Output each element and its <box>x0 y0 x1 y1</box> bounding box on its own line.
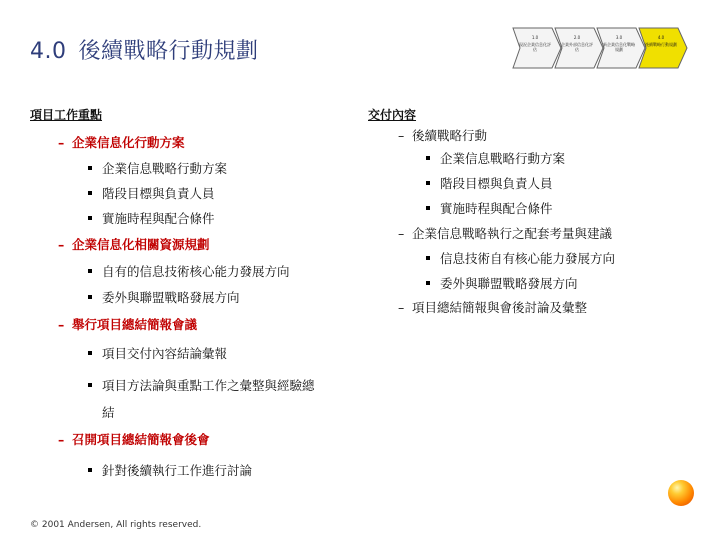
bullet-icon <box>426 256 430 260</box>
copyright-footer: © 2001 Andersen, All rights reserved. <box>30 520 202 530</box>
process-step-4-active[interactable]: 4.0 後續戰略行動規劃 <box>638 26 688 70</box>
left-bullet-item: 項目交付內容結論彙報 <box>88 344 227 362</box>
left-bullet-item: 自有的信息技術核心能力發展方向 <box>88 262 290 280</box>
right-column-heading: 交付內容 <box>368 108 417 122</box>
bullet-icon <box>426 281 430 285</box>
left-section-title: – 企業信息化相關資源規劃 <box>58 237 210 252</box>
bullet-icon <box>426 156 430 160</box>
left-bullet-item: 實施時程與配合條件 <box>88 209 215 227</box>
left-section-title: – 舉行項目總結簡報會議 <box>58 317 198 332</box>
bullet-icon <box>426 206 430 210</box>
bullet-icon <box>88 216 92 220</box>
right-bullet-item: 信息技術自有核心能力發展方向 <box>426 249 615 267</box>
right-section-title: – 項目總結簡報與會後討論及彙整 <box>398 300 588 315</box>
process-step-2[interactable]: 2.0 企業外部信息化評估 <box>554 26 604 70</box>
bullet-icon <box>88 468 92 472</box>
right-bullet-item: 委外與聯盟戰略發展方向 <box>426 274 578 292</box>
right-section-title: – 後續戰略行動 <box>398 128 488 143</box>
left-section-title: – 企業信息化行動方案 <box>58 135 185 150</box>
bullet-icon <box>88 269 92 273</box>
left-bullet-item: 階段目標與負責人員 <box>88 184 215 202</box>
process-step-1[interactable]: 1.0 現況企業信息化評估 <box>512 26 562 70</box>
bullet-icon <box>426 181 430 185</box>
bullet-icon <box>88 351 92 355</box>
left-bullet-continuation: 結 <box>102 405 115 420</box>
bullet-icon <box>88 295 92 299</box>
left-bullet-item: 企業信息戰略行動方案 <box>88 159 227 177</box>
left-column-heading: 項目工作重點 <box>30 108 103 122</box>
process-steps <box>512 26 692 70</box>
right-bullet-item: 實施時程與配合條件 <box>426 199 553 217</box>
section-number: 4.0 <box>30 39 67 64</box>
left-bullet-item: 委外與聯盟戰略發展方向 <box>88 288 240 306</box>
process-step-3[interactable]: 3.0 新企業信息化戰略規劃 <box>596 26 646 70</box>
chevron-shape-active <box>638 26 692 70</box>
left-bullet-item: 項目方法論與重點工作之彙整與經驗總 <box>88 376 315 394</box>
logo-orb-icon <box>668 480 694 506</box>
right-section-title: – 企業信息戰略執行之配套考量與建議 <box>398 226 613 241</box>
section-title: 後續戰略行動規劃 <box>78 39 259 64</box>
bullet-icon <box>88 166 92 170</box>
right-bullet-item: 階段目標與負責人員 <box>426 174 553 192</box>
left-bullet-item: 針對後續執行工作進行討論 <box>88 461 252 479</box>
bullet-icon <box>88 383 92 387</box>
page-title <box>30 34 259 65</box>
left-section-title: – 召開項目總結簡報會後會 <box>58 432 210 447</box>
right-bullet-item: 企業信息戰略行動方案 <box>426 149 565 167</box>
bullet-icon <box>88 191 92 195</box>
